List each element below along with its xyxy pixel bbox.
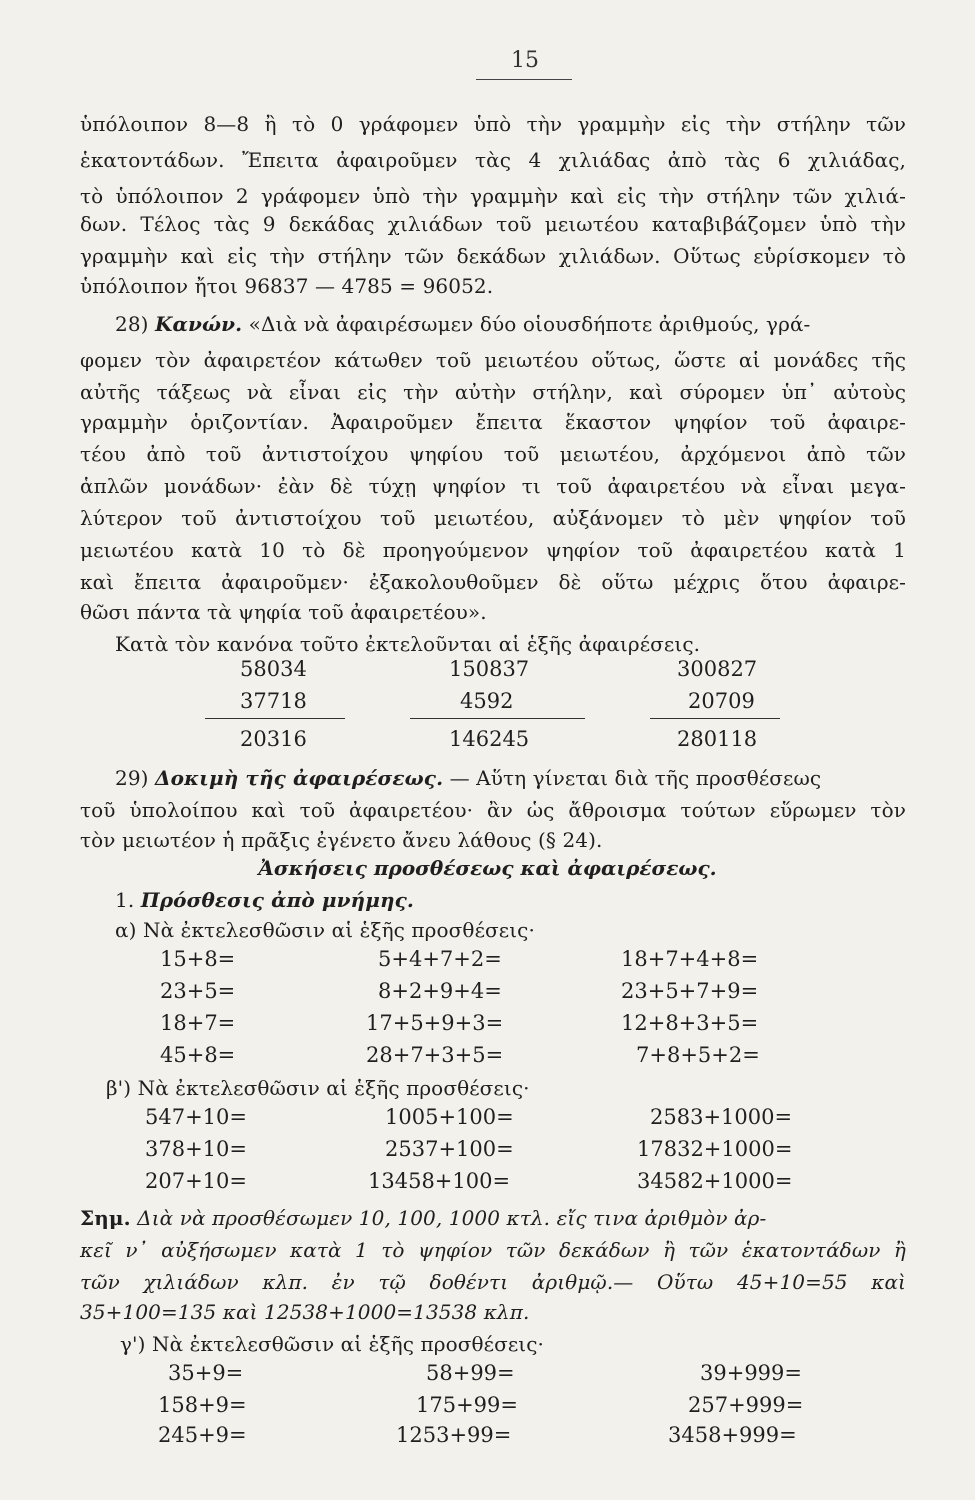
para1-line-4: δων. Τέλος τὰς 9 δεκάδας χιλιάδων τοῦ μειωτέου καταβιβάζομεν ὑπὸ τὴν xyxy=(80,212,906,236)
sub2-result: 146245 xyxy=(449,727,530,751)
b-r3-c1: 207+10= xyxy=(145,1169,247,1193)
b-label: β') Νὰ ἐκτελεσθῶσιν αἱ ἑξῆς προσθέσεις· xyxy=(106,1076,530,1100)
c-r3-c2: 1253+99= xyxy=(396,1423,512,1447)
note-line-3: τῶν χιλιάδων κλπ. ἐν τῷ δοθέντι ἀριθμῷ.— Οὕτω 45+10=55 καὶ xyxy=(80,1270,906,1294)
a-label: α) Νὰ ἐκτελεσθῶσιν αἱ ἑξῆς προσθέσεις· xyxy=(115,918,535,942)
a-r3-c3: 12+8+3+5= xyxy=(621,1011,759,1035)
sub3-subtrahend: 20709 xyxy=(688,689,755,713)
rule28-line-4: γραμμὴν ὁριζοντίαν. Ἀφαιροῦμεν ἔπειτα ἕκαστον ψηφίον τοῦ ἀφαιρε- xyxy=(80,410,906,434)
sub2-minuend: 150837 xyxy=(449,657,530,681)
para1-line-1: ὑπόλοιπον 8—8 ἢ τὸ 0 γράφομεν ὑπὸ τὴν γραμμὴν εἰς τὴν στήλην τῶν xyxy=(80,112,906,136)
sub3-minuend: 300827 xyxy=(677,657,758,681)
b-r2-c3: 17832+1000= xyxy=(637,1137,793,1161)
b-r1-c1: 547+10= xyxy=(145,1105,247,1129)
a-r3-c2: 17+5+9+3= xyxy=(366,1011,504,1035)
c-r1-c3: 39+999= xyxy=(700,1361,802,1385)
rule28-line-1 xyxy=(115,306,906,342)
exercises-heading: Ἀσκήσεις προσθέσεως καὶ ἀφαιρέσεως. xyxy=(258,856,717,880)
sub1-minuend: 58034 xyxy=(240,657,307,681)
b-r2-c2: 2537+100= xyxy=(385,1137,514,1161)
a-r1-c2: 5+4+7+2= xyxy=(378,947,502,971)
c-r2-c2: 175+99= xyxy=(416,1393,518,1417)
section1-title: Πρόσθεσις ἀπὸ μνήμης. xyxy=(140,888,414,912)
section1-label: 1. xyxy=(115,888,135,912)
para1-line-2: ἑκατοντάδων. Ἔπειτα ἀφαιροῦμεν τὰς 4 χιλιάδας ἀπὸ τὰς 6 χιλιάδας, xyxy=(80,148,906,172)
page-number-rule xyxy=(476,79,572,80)
sub3-result: 280118 xyxy=(677,727,758,751)
rule28-line-5: τέου ἀπὸ τοῦ ἀντιστοίχου ψηφίου τοῦ μειωτέου, ἀρχόμενοι ἀπὸ τῶν xyxy=(80,442,906,466)
c-r1-c2: 58+99= xyxy=(426,1361,515,1385)
page-number: 15 xyxy=(511,48,539,73)
rule28-line-10: θῶσι πάντα τὰ ψηφία τοῦ ἀφαιρετέου». xyxy=(80,600,487,624)
check29-line-3: τὸν μειωτέον ἡ πρᾶξις ἐγένετο ἄνευ λάθους (§ 24). xyxy=(80,828,603,852)
b-r3-c2: 13458+100= xyxy=(368,1169,511,1193)
a-r4-c2: 28+7+3+5= xyxy=(366,1043,504,1067)
sub1-rule xyxy=(205,718,345,719)
sub1-subtrahend: 37718 xyxy=(240,689,307,713)
a-r1-c3: 18+7+4+8= xyxy=(621,947,759,971)
c-label: γ') Νὰ ἐκτελεσθῶσιν αἱ ἑξῆς προσθέσεις· xyxy=(120,1332,544,1356)
sub2-rule xyxy=(410,718,585,719)
c-r3-c3: 3458+999= xyxy=(668,1423,797,1447)
check29-title: Δοκιμὴ τῆς ἀφαιρέσεως. xyxy=(155,766,444,790)
note-line-4: 35+100=135 καὶ 12538+1000=13538 κλπ. xyxy=(80,1300,530,1324)
check29-number: 29) xyxy=(115,766,149,790)
note-line-2: κεῖ ν᾽ αὐξήσωμεν κατὰ 1 τὸ ψηφίον τῶν δεκάδων ἢ τῶν ἑκατοντάδων ἢ xyxy=(80,1238,906,1262)
c-r3-c1: 245+9= xyxy=(158,1423,247,1447)
para1-line-5: γραμμὴν καὶ εἰς τὴν στήλην τῶν δεκάδων χιλιάδων. Οὕτως εὑρίσκομεν τὸ xyxy=(80,244,906,268)
check29-first-line: — Αὕτη γίνεται διὰ τῆς προσθέσεως xyxy=(449,766,822,790)
rule28-line-2: φομεν τὸν ἀφαιρετέον κάτωθεν τοῦ μειωτέου οὕτως, ὥστε αἱ μονάδες τῆς xyxy=(80,348,906,372)
a-r1-c1: 15+8= xyxy=(160,947,236,971)
a-r3-c1: 18+7= xyxy=(160,1011,236,1035)
rule28-number: 28) xyxy=(115,312,149,336)
sub1-result: 20316 xyxy=(240,727,307,751)
c-r1-c1: 35+9= xyxy=(168,1361,244,1385)
note-label: Σημ. xyxy=(80,1206,131,1230)
check29-line-1 xyxy=(115,760,906,796)
rule28-line-9: καὶ ἔπειτα ἀφαιροῦμεν· ἐξακολουθοῦμεν δὲ οὕτω μέχρις ὅτου ἀφαιρε- xyxy=(80,570,906,594)
b-r1-c2: 1005+100= xyxy=(385,1105,514,1129)
b-r1-c3: 2583+1000= xyxy=(650,1105,793,1129)
b-r3-c3: 34582+1000= xyxy=(637,1169,793,1193)
rule28-title: Κανών. xyxy=(155,312,243,336)
note-line-1 xyxy=(80,1200,906,1236)
para1-line-3: τὸ ὑπόλοιπον 2 γράφομεν ὑπὸ τὴν γραμμὴν καὶ εἰς τὴν στήλην τῶν χιλιά- xyxy=(80,184,906,208)
rule28-after: Κατὰ τὸν κανόνα τοῦτο ἐκτελοῦνται αἱ ἑξῆς ἀφαιρέσεις. xyxy=(115,632,701,656)
sub3-rule xyxy=(650,718,780,719)
a-r4-c1: 45+8= xyxy=(160,1043,236,1067)
a-r2-c1: 23+5= xyxy=(160,979,236,1003)
a-r2-c3: 23+5+7+9= xyxy=(621,979,759,1003)
c-r2-c3: 257+999= xyxy=(688,1393,804,1417)
rule28-line-7: λύτερον τοῦ ἀντιστοίχου τοῦ μειωτέου, αὐξάνομεν τὸ μὲν ψηφίον τοῦ xyxy=(80,506,906,530)
b-r2-c1: 378+10= xyxy=(145,1137,247,1161)
sub2-subtrahend: 4592 xyxy=(460,689,514,713)
rule28-line-8: μειωτέου κατὰ 10 τὸ δὲ προηγούμενον ψηφίον τοῦ ἀφαιρετέου κατὰ 1 xyxy=(80,538,906,562)
check29-line-2: τοῦ ὑπολοίπου καὶ τοῦ ἀφαιρετέου· ἂν ὡς ἄθροισμα τούτων εὕρωμεν τὸν xyxy=(80,798,906,822)
para1-line-6: ὑπόλοιπον ἤτοι 96837 — 4785 = 96052. xyxy=(80,274,494,298)
note-first-line: Διὰ νὰ προσθέσωμεν 10, 100, 1000 κτλ. εἴς τινα ἀριθμὸν ἀρ- xyxy=(137,1206,767,1230)
a-r4-c3: 7+8+5+2= xyxy=(636,1043,760,1067)
rule28-line-6: ἁπλῶν μονάδων· ἐὰν δὲ τύχῃ ψηφίον τι τοῦ ἀφαιρετέου νὰ εἶναι μεγα- xyxy=(80,474,906,498)
rule28-line-3: αὐτῆς τάξεως νὰ εἶναι εἰς τὴν αὐτὴν στήλην, καὶ σύρομεν ὑπ᾽ αὐτοὺς xyxy=(80,380,906,404)
rule28-first-line: «Διὰ νὰ ἀφαιρέσωμεν δύο οἱουσδήποτε ἀριθμούς, γρά- xyxy=(248,312,811,336)
c-r2-c1: 158+9= xyxy=(158,1393,247,1417)
a-r2-c2: 8+2+9+4= xyxy=(378,979,502,1003)
